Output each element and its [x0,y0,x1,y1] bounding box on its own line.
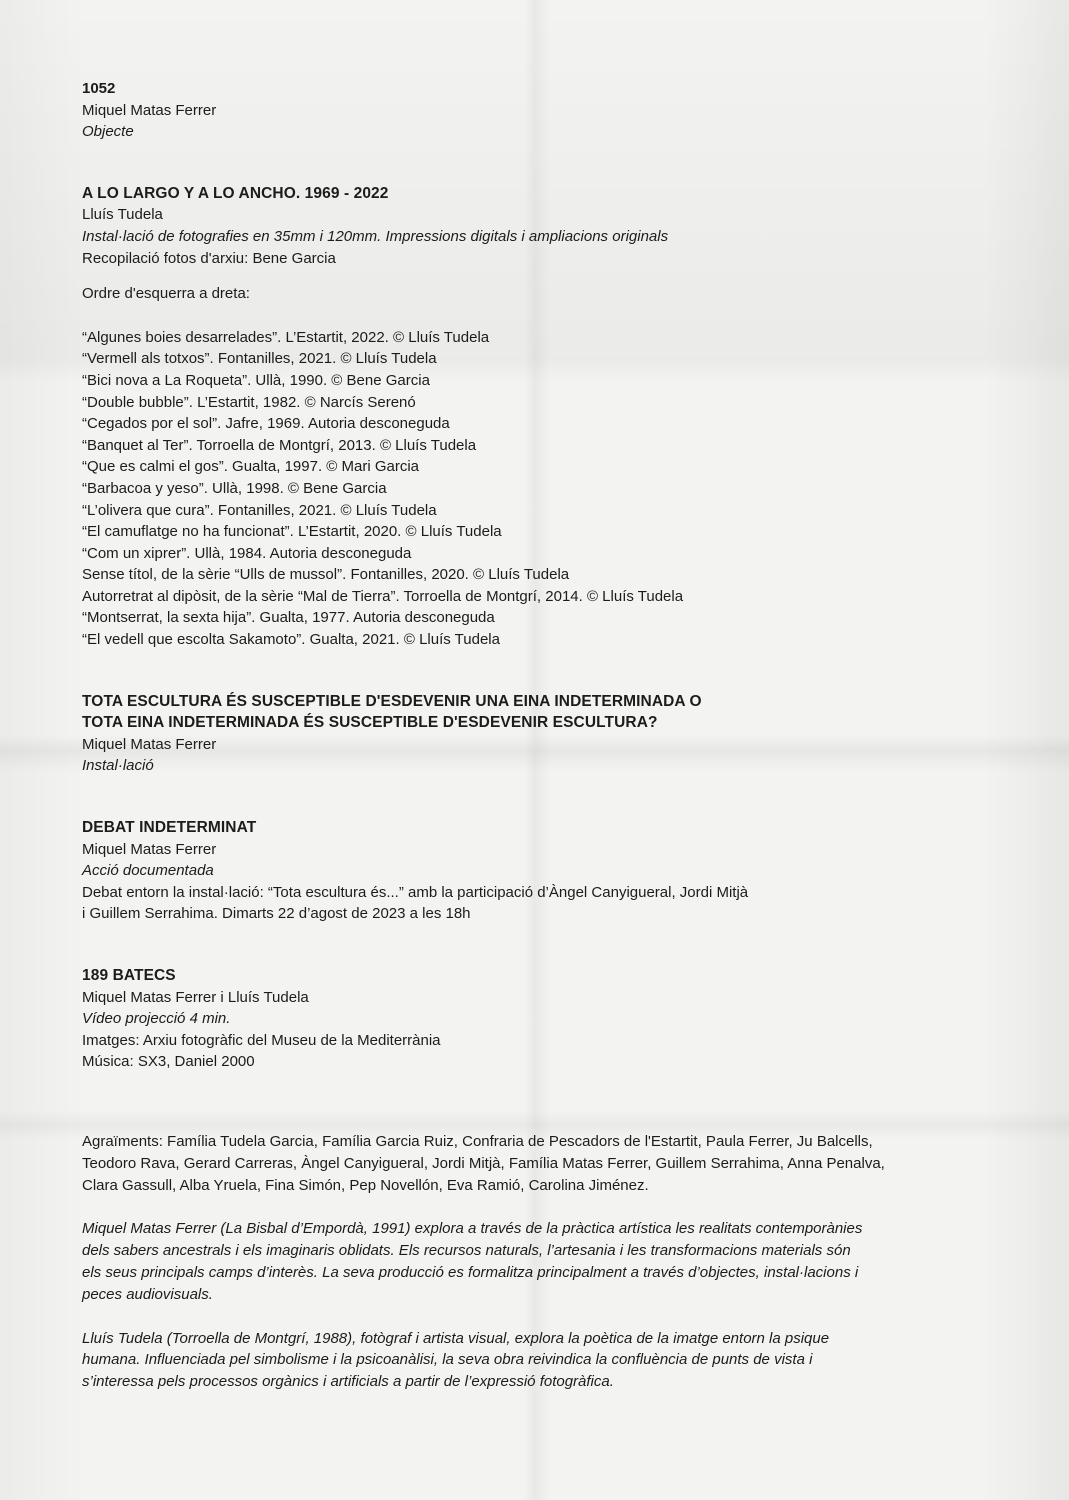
work-title: A LO LARGO Y A LO ANCHO. 1969 - 2022 [82,184,389,202]
work-debat-indeterminat [82,817,1002,925]
photo-item: “Vermell als totxos”. Fontanilles, 2021. © Lluís Tudela [82,350,437,368]
photo-item: “Com un xiprer”. Ullà, 1984. Autoria desconeguda [82,544,412,562]
credits-line: Agraïments: Família Tudela Garcia, Família Garcia Ruiz, Confraria de Pescadors de l'Estartit, Paula Ferrer, Ju Balcells, [82,1132,873,1150]
bio-lluis-tudela [82,1328,1002,1393]
work-description: Debat entorn la instal·lació: “Tota escultura és...” amb la participació d’Àngel Canyigueral, Jordi Mitjà [82,883,749,901]
photo-item: “Banquet al Ter”. Torroella de Montgrí, 2013. © Lluís Tudela [82,436,477,454]
work-artist: Miquel Matas Ferrer i Lluís Tudela [82,988,309,1006]
work-medium: Vídeo projecció 4 min. [82,1010,231,1028]
bio-line: dels sabers ancestrals i els imaginaris oblidats. Els recursos naturals, l’artesania i les transformacions materials són [82,1242,851,1260]
acknowledgements [82,1131,1002,1196]
work-artist: Lluís Tudela [82,206,163,224]
work-artist: Miquel Matas Ferrer [82,101,217,119]
photo-item: “El camuflatge no ha funcionat”. L’Estartit, 2020. © Lluís Tudela [82,523,502,541]
work-medium: Objecte [82,123,134,141]
photo-item: “Double bubble”. L’Estartit, 1982. © Narcís Serenó [82,393,416,411]
work-compilation: Recopilació fotos d'arxiu: Bene Garcia [82,249,336,267]
work-music: Música: SX3, Daniel 2000 [82,1053,255,1071]
work-tota-escultura [82,691,1002,777]
photo-item: “L’olivera que cura”. Fontanilles, 2021. © Lluís Tudela [82,501,437,519]
work-1052 [82,78,1002,143]
bio-line: Miquel Matas Ferrer (La Bisbal d’Empordà, 1991) explora a través de la pràctica artística les realitats contemporànies [82,1220,863,1238]
photo-item: “Barbacoa y yeso”. Ullà, 1998. © Bene Garcia [82,479,387,497]
work-images: Imatges: Arxiu fotogràfic del Museu de la Mediterrània [82,1031,441,1049]
work-189-batecs [82,965,1002,1073]
photo-list [82,327,1002,651]
photo-item: Autorretrat al dipòsit, de la sèrie “Mal de Tierra”. Torroella de Montgrí, 2014. © Lluís Tudela [82,587,684,605]
photo-item: “Que es calmi el gos”. Gualta, 1997. © Mari Garcia [82,458,420,476]
credits-line: Teodoro Rava, Gerard Carreras, Àngel Canyigueral, Jordi Mitjà, Família Matas Ferrer, Guillem Serrahima, Anna Penalva, [82,1154,885,1172]
photo-item: Sense títol, de la sèrie “Ulls de mussol”. Fontanilles, 2020. © Lluís Tudela [82,566,570,584]
bio-line: Lluís Tudela (Torroella de Montgrí, 1988), fotògraf i artista visual, explora la poètica de la imatge entorn la psique [82,1329,830,1347]
work-a-lo-largo [82,183,1002,651]
photo-item: “Algunes boies desarrelades”. L’Estartit, 2022. © Lluís Tudela [82,328,490,346]
bio-line: humana. Influenciada pel simbolisme i la psicoanàlisi, la seva obra reivindica la confluència de punts de vista i [82,1351,813,1369]
work-title-line1: TOTA ESCULTURA ÉS SUSCEPTIBLE D'ESDEVENIR UNA EINA INDETERMINADA O [82,692,702,710]
bio-miquel-matas [82,1218,1002,1305]
work-description: i Guillem Serrahima. Dimarts 22 d’agost de 2023 a les 18h [82,905,471,923]
bio-line: s’interessa pels processos orgànics i artificials a partir de l’expressió fotogràfica. [82,1373,614,1391]
work-medium: Instal·lació [82,757,154,775]
photo-item: “Bici nova a La Roqueta”. Ullà, 1990. © Bene Garcia [82,371,430,389]
work-title-line2: TOTA EINA INDETERMINADA ÉS SUSCEPTIBLE D'ESDEVENIR ESCULTURA? [82,714,658,732]
work-artist: Miquel Matas Ferrer [82,735,217,753]
photo-item: “Cegados por el sol”. Jafre, 1969. Autoria desconeguda [82,415,450,433]
photo-item: “Montserrat, la sexta hija”. Gualta, 1977. Autoria desconeguda [82,609,495,627]
work-number: 1052 [82,80,116,97]
credits-line: Clara Gassull, Alba Yruela, Fina Simón, Pep Novellón, Eva Ramió, Carolina Jiménez. [82,1176,649,1194]
bio-line: els seus principals camps d’interès. La seva producció es formalitza principalment a través d’objectes, instal·lacions i [82,1263,859,1281]
work-medium: Acció documentada [82,862,214,880]
work-title: DEBAT INDETERMINAT [82,819,257,837]
bio-line: peces audiovisuals. [82,1285,213,1303]
photo-item: “El vedell que escolta Sakamoto”. Gualta, 2021. © Lluís Tudela [82,631,500,649]
work-title: 189 BATECS [82,967,176,984]
work-artist: Miquel Matas Ferrer [82,840,217,858]
document-content [82,78,1002,1393]
order-label: Ordre d'esquerra a dreta: [82,285,250,303]
work-medium: Instal·lació de fotografies en 35mm i 120mm. Impressions digitals i ampliacions originals [82,227,669,245]
